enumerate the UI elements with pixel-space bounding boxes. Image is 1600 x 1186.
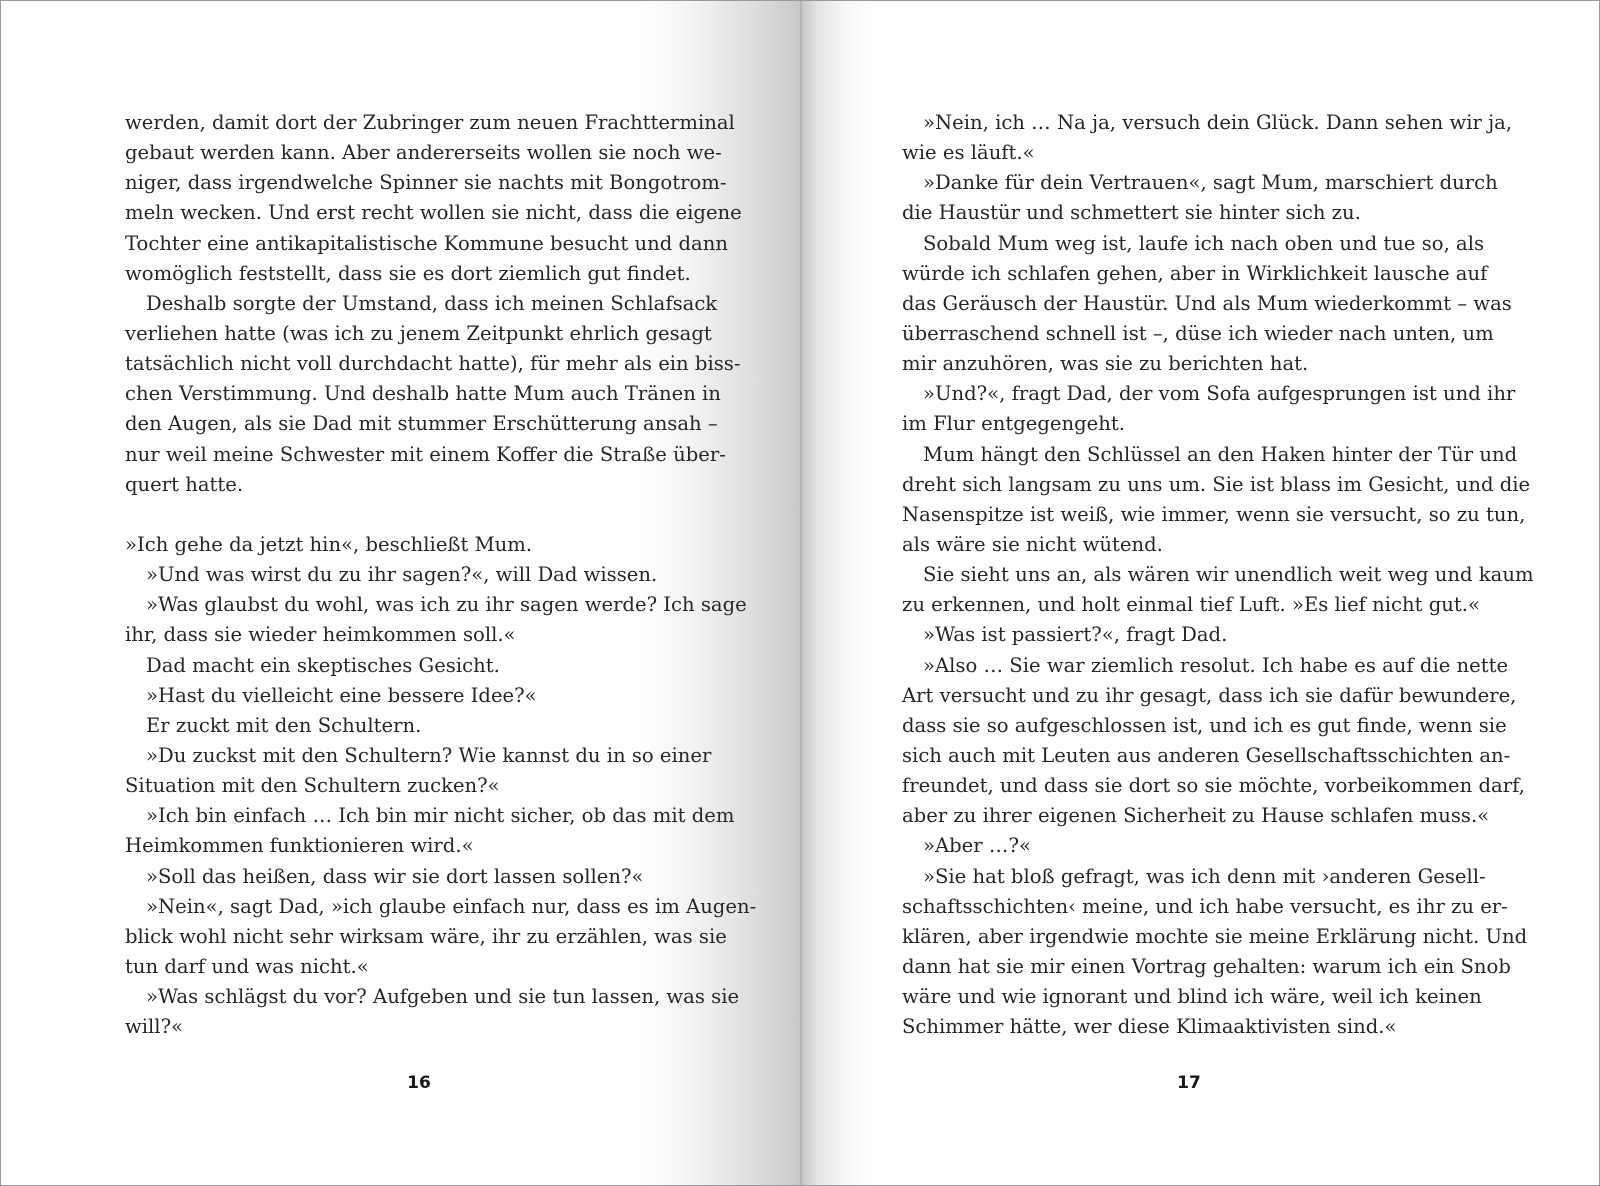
text-line: dass sie so aufgeschlossen ist, und ich es gut finde, wenn sie — [902, 713, 1507, 737]
text-line: werden, damit dort der Zubringer zum neuen Frachtterminal — [125, 111, 735, 134]
right-page-text — [902, 108, 1534, 1042]
text-line: tun darf und was nicht.« — [125, 954, 369, 978]
text-line: Tochter eine antikapitalistische Kommune besucht und dann — [125, 231, 728, 255]
text-line: »Du zuckst mit den Schultern? Wie kannst du in so einer — [146, 743, 712, 767]
text-line: womöglich feststellt, dass sie es dort ziemlich gut findet. — [125, 261, 691, 285]
text-line: freundet, und dass sie dort so sie möchte, vorbeikommen darf, — [902, 774, 1525, 798]
left-page-text — [125, 108, 757, 1042]
text-line: »Ich bin einfach … Ich bin mir nicht sicher, ob das mit dem — [146, 804, 735, 828]
text-line: dann hat sie mir einen Vortrag gehalten: warum ich ein Snob — [902, 954, 1511, 978]
text-line: Heimkommen funktionieren wird.« — [125, 834, 474, 858]
text-line: »Was ist passiert?«, fragt Dad. — [923, 623, 1228, 647]
text-line: klären, aber irgendwie mochte sie meine Erklärung nicht. Und — [902, 924, 1528, 948]
text-line: »Ich gehe da jetzt hin«, beschließt Mum. — [125, 532, 533, 556]
text-line: quert hatte. — [125, 472, 244, 496]
text-line: Art versucht und zu ihr gesagt, dass ich sie dafür bewundere, — [902, 683, 1517, 707]
text-line: Sie sieht uns an, als wären wir unendlich weit weg und kaum — [923, 563, 1534, 587]
right-page — [802, 1, 1599, 1185]
text-line: als wäre sie nicht wütend. — [902, 532, 1163, 556]
text-line: verliehen hatte (was ich zu jenem Zeitpunkt ehrlich gesagt — [125, 321, 712, 345]
text-line: »Was glaubst du wohl, was ich zu ihr sagen werde? Ich sage — [146, 593, 747, 617]
text-line: zu erkennen, und holt einmal tief Luft. »Es lief nicht gut.« — [902, 593, 1480, 617]
page-number: 17 — [1177, 1073, 1201, 1093]
text-line: chen Verstimmung. Und deshalb hatte Mum auch Tränen in — [125, 382, 721, 406]
text-line: würde ich schlafen gehen, aber in Wirklichkeit lausche auf — [902, 261, 1488, 285]
text-line: »Hast du vielleicht eine bessere Idee?« — [146, 683, 537, 707]
text-line: »Und?«, fragt Dad, der vom Sofa aufgesprungen ist und ihr — [923, 382, 1516, 406]
text-line: tatsächlich nicht voll durchdacht hatte), für mehr als ein biss- — [125, 352, 741, 376]
text-line: Er zuckt mit den Schultern. — [146, 713, 422, 737]
text-line: dreht sich langsam zu uns um. Sie ist blass im Gesicht, und die — [902, 472, 1531, 496]
text-line: das Geräusch der Haustür. Und als Mum wiederkommt – was — [902, 291, 1512, 315]
text-line: Nasenspitze ist weiß, wie immer, wenn sie versucht, so zu tun, — [902, 502, 1526, 526]
text-line: überraschend schnell ist –, düse ich wieder nach unten, um — [902, 321, 1494, 345]
text-line: »Soll das heißen, dass wir sie dort lassen sollen?« — [146, 864, 644, 888]
text-line: »Nein«, sagt Dad, »ich glaube einfach nur, dass es im Augen- — [146, 894, 757, 918]
text-line: schaftsschichten‹ meine, und ich habe versucht, es ihr zu er- — [902, 894, 1508, 918]
text-line: mir anzuhören, was sie zu berichten hat. — [902, 352, 1309, 376]
text-line: Sobald Mum weg ist, laufe ich nach oben und tue so, als — [923, 231, 1485, 255]
text-line: »Danke für dein Vertrauen«, sagt Mum, marschiert durch — [923, 171, 1498, 195]
text-line: Schimmer hätte, wer diese Klimaaktivisten sind.« — [902, 1015, 1397, 1039]
text-line: niger, dass irgendwelche Spinner sie nachts mit Bongotrom- — [125, 171, 727, 195]
text-line: »Was schlägst du vor? Aufgeben und sie tun lassen, was sie — [146, 985, 740, 1009]
text-line: sich auch mit Leuten aus anderen Gesellschaftsschichten an- — [902, 743, 1511, 767]
text-line: blick wohl nicht sehr wirksam wäre, ihr zu erzählen, was sie — [125, 924, 727, 948]
text-line: ihr, dass sie wieder heimkommen soll.« — [125, 623, 516, 647]
text-line: »Nein, ich … Na ja, versuch dein Glück. Dann sehen wir ja, — [923, 111, 1513, 134]
text-line: den Augen, als sie Dad mit stummer Erschütterung ansah – — [125, 412, 718, 436]
text-line: »Also … Sie war ziemlich resolut. Ich habe es auf die nette — [923, 653, 1509, 677]
page-number: 16 — [407, 1073, 431, 1093]
text-line: will?« — [125, 1015, 184, 1039]
text-line: Mum hängt den Schlüssel an den Haken hinter der Tür und — [923, 442, 1518, 466]
text-line: Situation mit den Schultern zucken?« — [125, 774, 500, 798]
text-line: die Haustür und schmettert sie hinter sich zu. — [902, 201, 1361, 225]
text-line: Dad macht ein skeptisches Gesicht. — [146, 653, 500, 677]
text-line: wäre und wie ignorant und blind ich wäre, weil ich keinen — [902, 985, 1482, 1009]
text-line: Deshalb sorgte der Umstand, dass ich meinen Schlafsack — [146, 291, 718, 315]
section-break — [125, 500, 701, 530]
text-line: im Flur entgegengeht. — [902, 412, 1125, 436]
text-line: aber zu ihrer eigenen Sicherheit zu Hause schlafen muss.« — [902, 804, 1490, 828]
text-line: »Und was wirst du zu ihr sagen?«, will Dad wissen. — [146, 563, 658, 587]
text-line: nur weil meine Schwester mit einem Koffer die Straße über- — [125, 442, 726, 466]
text-line: gebaut werden kann. Aber andererseits wollen sie noch we- — [125, 141, 722, 165]
text-line: meln wecken. Und erst recht wollen sie nicht, dass die eigene — [125, 201, 742, 225]
text-line: »Aber …?« — [923, 834, 1031, 858]
text-line: wie es läuft.« — [902, 141, 1035, 165]
left-page — [1, 1, 800, 1185]
text-line: »Sie hat bloß gefragt, was ich denn mit ›anderen Gesell- — [923, 864, 1486, 888]
